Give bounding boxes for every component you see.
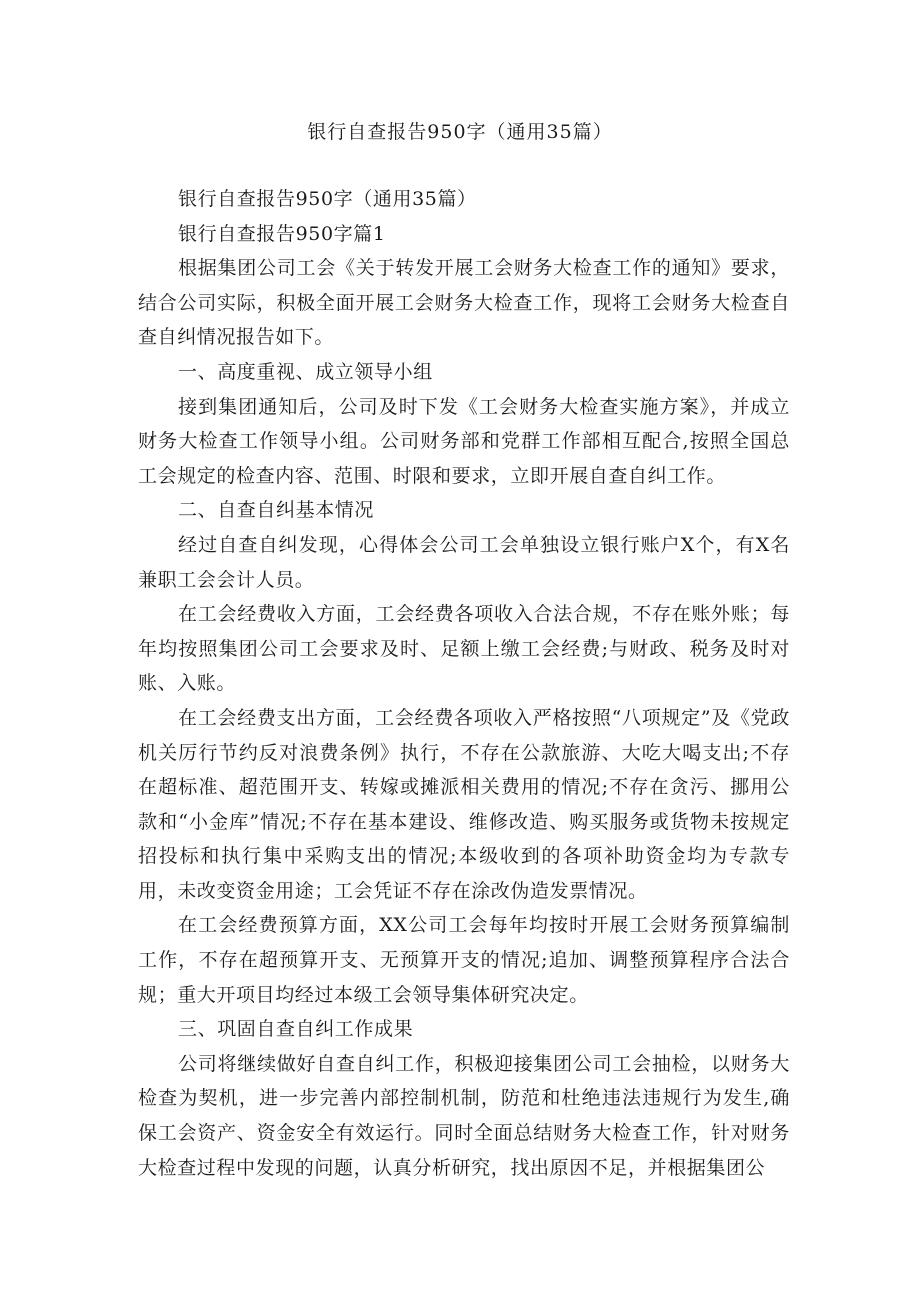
body-paragraph: 接到集团通知后，公司及时下发《工会财务大检查实施方案》，并成立财务大检查工作领导小组。公司财务部和党群工作部相互配合,按照全国总工会规定的检查内容、范围、时限和要求，立即开展自查自纠工作。 xyxy=(138,395,790,487)
section-heading-3: 三、巩固自查自纠工作成果 xyxy=(178,1018,414,1041)
document-body xyxy=(138,182,790,1185)
body-paragraph: 公司将继续做好自查自纠工作，积极迎接集团公司工会抽检，以财务大检查为契机，进一步完善内部控制机制，防范和杜绝违法违规行为发生,确保工会资产、资金安全有效运行。同时全面总结财务大检查工作，针对财务大检查过程中发现的问题，认真分析研究，找出原因不足，并根据集团公 xyxy=(138,1052,790,1179)
body-paragraph: 经过自查自纠发现，心得体会公司工会单独设立银行账户X个，有X名兼职工会会计人员。 xyxy=(138,533,790,591)
body-paragraph: 在工会经费预算方面，XX公司工会每年均按时开展工会财务预算编制工作，不存在超预算开支、无预算开支的情况;追加、调整预算程序合法合规；重大开项目均经过本级工会领导集体研究决定。 xyxy=(138,914,790,1006)
intro-paragraph: 根据集团公司工会《关于转发开展工会财务大检查工作的通知》要求，结合公司实际，积极全面开展工会财务大检查工作，现将工会财务大检查自查自纠情况报告如下。 xyxy=(138,257,790,349)
subtitle-paragraph: 银行自查报告950字（通用35篇） xyxy=(178,188,477,210)
document-title: 银行自查报告950字（通用35篇） xyxy=(307,121,613,143)
section-heading-2: 二、自查自纠基本情况 xyxy=(178,499,375,522)
body-paragraph: 在工会经费收入方面，工会经费各项收入合法合规，不存在账外账；每年均按照集团公司工会要求及时、足额上缴工会经费;与财政、税务及时对账、入账。 xyxy=(138,603,790,695)
body-paragraph: 在工会经费支出方面，工会经费各项收入严格按照“八项规定”及《党政机关厉行节约反对浪费条例》执行，不存在公款旅游、大吃大喝支出;不存在超标准、超范围开支、转嫁或摊派相关费用的情况;不存在贪污、挪用公款和“小金库”情况;不存在基本建设、维修改造、购买服务或货物未按规定招投标和执行集中采购支出的情况;本级收到的各项补助资金均为专款专用，未改变资金用途；工会凭证不存在涂改伪造发票情况。 xyxy=(138,706,790,902)
section-heading-article-1: 银行自查报告950字篇1 xyxy=(178,222,386,245)
section-heading-1: 一、高度重视、成立领导小组 xyxy=(178,360,433,383)
